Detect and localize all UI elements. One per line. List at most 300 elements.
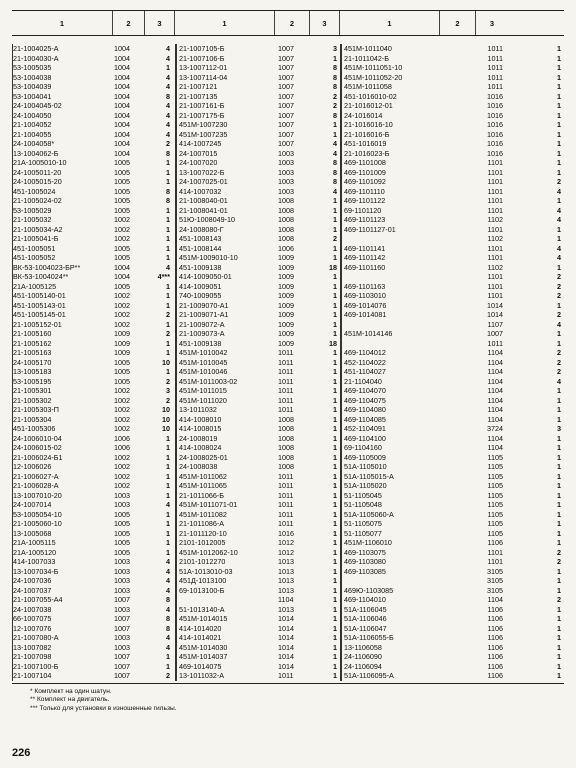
table-row — [176, 168, 340, 178]
quantity-cell: 1 — [557, 652, 561, 661]
part-number-cell: 451М-1014146 — [344, 329, 393, 338]
quantity-cell: 8 — [333, 110, 337, 120]
quantity-cell: 1 — [333, 424, 337, 433]
table-row — [341, 272, 564, 282]
table-row — [176, 301, 340, 311]
table-row — [12, 92, 175, 102]
table-row — [341, 282, 564, 292]
part-number-cell: 451М-1011051-10 — [344, 63, 403, 72]
table-row — [341, 73, 564, 83]
quantity-cell: 8 — [333, 177, 337, 186]
table-row — [12, 424, 175, 434]
quantity-cell: 2 — [166, 395, 170, 405]
group-number-cell: 1102 — [487, 234, 503, 243]
group-number-cell: 1014 — [278, 642, 294, 652]
part-number-cell: 451-1009138 — [179, 262, 222, 272]
table-row — [341, 120, 564, 130]
quantity-cell: 1 — [557, 395, 561, 405]
table-row — [176, 576, 340, 586]
quantity-cell: 1 — [166, 291, 170, 300]
group-number-cell: 1104 — [487, 357, 503, 367]
group-number-cell: 1005 — [114, 367, 130, 376]
table-row — [341, 206, 564, 216]
group-number-cell: 1009 — [278, 291, 294, 300]
group-number-cell: 1004 — [114, 262, 130, 272]
footnotes — [12, 688, 564, 714]
group-number-cell: 1009 — [114, 329, 130, 338]
quantity-cell: 1 — [166, 243, 170, 253]
part-number-cell: 469-1101123 — [344, 215, 386, 224]
quantity-cell: 8 — [166, 196, 170, 205]
part-number-cell: 21-1008041-01 — [179, 205, 228, 215]
table-row — [341, 348, 564, 358]
part-number-cell: 451-1008143 — [179, 234, 222, 243]
table-row — [12, 301, 175, 311]
table-row — [12, 82, 175, 92]
quantity-cell: 4 — [166, 262, 170, 272]
part-number-cell: 21-1007105-Б — [179, 44, 225, 53]
quantity-cell: 1 — [557, 633, 561, 642]
part-number-cell: 451М-1011065 — [179, 481, 227, 490]
part-number-cell: 451М-1007230 — [179, 120, 228, 129]
quantity-cell: 1 — [333, 300, 337, 310]
group-number-cell: 1004 — [114, 72, 130, 82]
group-number-cell: 1014 — [278, 661, 294, 671]
part-number-cell: 24-1004050 — [13, 110, 52, 120]
table-row — [176, 643, 340, 653]
group-number-cell: 1004 — [114, 63, 130, 72]
table-row — [176, 586, 340, 596]
group-number-cell: 1011 — [278, 671, 294, 680]
group-number-cell: 1007 — [278, 91, 294, 101]
group-number-cell: 1012 — [278, 547, 294, 557]
part-number-cell: 69-1101120 — [344, 205, 382, 215]
part-number-cell: 51А-1106095-А — [344, 671, 394, 680]
part-number-cell: 24-1106090 — [344, 652, 382, 661]
group-number-cell: 1009 — [278, 281, 294, 291]
group-number-cell: 1004 — [114, 44, 130, 53]
part-number-cell: 21-1009070-А1 — [179, 300, 229, 310]
table-row — [341, 63, 564, 73]
group-number-cell: 1016 — [487, 110, 503, 120]
table-row — [12, 263, 175, 273]
quantity-cell: 4 — [166, 500, 170, 509]
part-number-cell: 469-1101142 — [344, 253, 386, 262]
part-number-cell: 51-1013140-А — [179, 604, 225, 614]
quantity-cell: 1 — [333, 538, 337, 547]
quantity-cell: 4 — [557, 376, 561, 386]
parts-column-1 — [12, 44, 175, 681]
table-row — [176, 510, 340, 520]
part-number-cell: 451М-1011020 — [179, 395, 227, 405]
part-number-cell: 21-1006024-Б1 — [13, 452, 63, 462]
part-number-cell: 451М-1011040 — [344, 44, 392, 53]
part-number-cell: 13-1106058 — [344, 642, 382, 652]
quantity-cell: 2 — [166, 310, 170, 319]
group-number-cell: 1005 — [114, 186, 130, 196]
group-number-cell: 1004 — [114, 53, 130, 63]
quantity-cell: 1 — [333, 557, 337, 566]
quantity-cell: 1 — [333, 585, 337, 595]
table-row — [12, 158, 175, 168]
table-row — [341, 595, 564, 605]
table-row — [176, 557, 340, 567]
part-number-cell: 451М-1011071-01 — [179, 500, 238, 509]
table-row — [12, 481, 175, 491]
part-number-cell: 451М-1014015 — [179, 614, 228, 623]
part-number-cell: 13-1005068 — [13, 528, 52, 538]
group-number-cell: 1011 — [278, 395, 294, 405]
group-number-cell: 1106 — [487, 614, 503, 623]
table-row — [12, 139, 175, 149]
part-number-cell: 21-1007080-А — [13, 633, 59, 642]
quantity-cell: 1 — [333, 253, 337, 262]
part-number-cell: 451М-1007235 — [179, 129, 228, 139]
table-row — [341, 291, 564, 301]
footnote-1: * Комплект на один шатун. — [30, 687, 112, 695]
group-number-cell: 1002 — [114, 386, 130, 395]
table-row — [12, 605, 175, 615]
group-number-cell: 1004 — [114, 91, 130, 101]
group-number-cell: 1007 — [114, 652, 130, 661]
group-number-cell: 1008 — [278, 433, 294, 443]
quantity-cell: 1 — [333, 224, 337, 234]
table-row — [176, 671, 340, 681]
part-number-cell: 469-1103080 — [344, 557, 386, 566]
quantity-cell: 1 — [166, 224, 170, 234]
group-number-cell: 1008 — [278, 452, 294, 462]
part-number-cell: 53-1004038 — [13, 72, 52, 82]
quantity-cell: 3 — [557, 424, 561, 433]
table-row — [176, 481, 340, 491]
group-number-cell: 1005 — [114, 177, 130, 186]
table-row — [341, 586, 564, 596]
table-row — [176, 111, 340, 121]
table-row — [341, 557, 564, 567]
group-number-cell: 1105 — [487, 528, 503, 538]
quantity-cell: 1 — [557, 338, 561, 348]
quantity-cell: 1 — [557, 528, 561, 538]
part-number-cell: ВК-53-1004024** — [13, 272, 69, 281]
table-row — [341, 386, 564, 396]
table-row — [341, 234, 564, 244]
group-number-cell: 1105 — [487, 452, 503, 462]
group-number-cell: 1104 — [487, 414, 503, 424]
group-number-cell: 1003 — [114, 633, 130, 642]
quantity-cell: 18 — [329, 262, 337, 272]
part-number-cell: 13-1007114-04 — [179, 72, 228, 82]
quantity-cell: 3 — [333, 44, 337, 53]
quantity-cell: 1 — [333, 310, 337, 319]
table-row — [176, 320, 340, 330]
table-row — [176, 206, 340, 216]
part-number-cell: 469-1104010 — [344, 595, 386, 604]
table-row — [341, 633, 564, 643]
table-row — [176, 339, 340, 349]
part-number-cell: 469-1104075 — [344, 395, 386, 405]
group-number-cell: 1008 — [278, 424, 294, 433]
table-row — [12, 557, 175, 567]
group-number-cell: 1002 — [114, 310, 130, 319]
quantity-cell: 1 — [333, 500, 337, 509]
quantity-cell: 1 — [166, 338, 170, 348]
table-row — [176, 92, 340, 102]
part-number-cell: 21-1007098 — [13, 652, 52, 661]
table-row — [341, 396, 564, 406]
header-cell: 2 — [274, 11, 309, 35]
part-number-cell: 51-1105077 — [344, 528, 382, 538]
quantity-cell: 2 — [557, 348, 561, 357]
group-number-cell: 1005 — [114, 519, 130, 528]
part-number-cell: 452-1104091 — [344, 424, 386, 433]
table-row — [176, 396, 340, 406]
group-number-cell: 1104 — [487, 443, 503, 452]
group-number-cell: 1003 — [114, 566, 130, 576]
table-row — [341, 92, 564, 102]
group-number-cell: 1007 — [278, 72, 294, 82]
group-number-cell: 1101 — [487, 547, 503, 557]
part-number-cell: 451-1008144 — [179, 243, 222, 253]
part-number-cell: 51А-1106055-Б — [344, 633, 394, 642]
quantity-cell: 1 — [333, 652, 337, 661]
quantity-cell: 4 — [166, 53, 170, 63]
part-number-cell: 451М-1010046 — [179, 367, 228, 376]
quantity-cell: 2 — [557, 367, 561, 376]
group-number-cell: 1002 — [114, 234, 130, 243]
quantity-cell: 1 — [557, 101, 561, 110]
quantity-cell: 1 — [557, 234, 561, 243]
quantity-cell: 1 — [557, 443, 561, 452]
table-row — [176, 282, 340, 292]
table-row — [12, 101, 175, 111]
quantity-cell: 1 — [333, 205, 337, 215]
part-number-cell: 51А-1105060-А — [344, 509, 394, 519]
group-number-cell: 1003 — [114, 604, 130, 614]
part-number-cell: 469-1101122 — [344, 196, 386, 205]
quantity-cell: 1 — [333, 623, 337, 633]
quantity-cell: 1 — [166, 538, 170, 547]
part-number-cell: 21-1006028-А — [13, 481, 59, 490]
group-number-cell: 1104 — [487, 395, 503, 405]
part-number-cell: 13-1004062-Б — [13, 148, 59, 158]
group-number-cell: 1013 — [278, 585, 294, 595]
quantity-cell: 1 — [557, 300, 561, 310]
quantity-cell: 1 — [333, 386, 337, 395]
group-number-cell: 1016 — [487, 129, 503, 139]
group-number-cell: 1002 — [114, 471, 130, 481]
table-row — [12, 272, 175, 282]
part-number-cell: 740-1009055 — [179, 291, 222, 300]
group-number-cell: 1013 — [278, 604, 294, 614]
group-number-cell: 1101 — [487, 224, 503, 234]
table-row — [341, 339, 564, 349]
quantity-cell: 1 — [557, 585, 561, 595]
quantity-cell: 1 — [166, 652, 170, 661]
part-number-cell: 69-1104160 — [344, 443, 382, 452]
group-number-cell: 1004 — [114, 110, 130, 120]
quantity-cell: 10 — [162, 424, 170, 433]
group-number-cell: 1003 — [278, 167, 294, 177]
group-number-cell: 1002 — [114, 215, 130, 224]
quantity-cell: 1 — [166, 234, 170, 243]
group-number-cell: 1104 — [487, 348, 503, 357]
part-number-cell: 21А-1005010-10 — [13, 158, 67, 167]
part-number-cell: 51А-1105020 — [344, 481, 387, 490]
group-number-cell: 1005 — [114, 376, 130, 386]
group-number-cell: 1016 — [487, 139, 503, 148]
group-number-cell: 1005 — [114, 253, 130, 262]
table-row — [176, 291, 340, 301]
group-number-cell: 1011 — [278, 386, 294, 395]
group-number-cell: 1013 — [278, 566, 294, 576]
quantity-cell: 1 — [333, 595, 337, 604]
part-number-cell: 51-1105075 — [344, 519, 382, 528]
table-row — [176, 149, 340, 159]
quantity-cell: 1 — [333, 414, 337, 424]
table-row — [12, 643, 175, 653]
part-number-cell: 451-1016019 — [344, 139, 387, 148]
quantity-cell: 4 — [166, 604, 170, 614]
table-row — [341, 101, 564, 111]
table-row — [341, 538, 564, 548]
quantity-cell: 1 — [333, 196, 337, 205]
part-number-cell: 21-1005060-10 — [13, 519, 62, 528]
table-row — [176, 529, 340, 539]
part-number-cell: 21-1011042-Б — [344, 53, 389, 63]
table-row — [12, 168, 175, 178]
table-row — [12, 234, 175, 244]
quantity-cell: 1 — [333, 348, 337, 357]
group-number-cell: 1002 — [114, 462, 130, 471]
group-number-cell: 1007 — [114, 595, 130, 604]
table-row — [176, 595, 340, 605]
part-number-cell: 24-1004058* — [13, 139, 55, 148]
quantity-cell: 1 — [557, 63, 561, 72]
table-row — [341, 576, 564, 586]
group-number-cell: 1106 — [487, 604, 503, 614]
quantity-cell: 1 — [166, 661, 170, 671]
quantity-cell: 1 — [333, 547, 337, 557]
group-number-cell: 1007 — [278, 53, 294, 63]
table-row — [12, 44, 175, 54]
part-number-cell: 451-1016010-02 — [344, 91, 397, 101]
table-row — [176, 177, 340, 187]
table-row — [341, 671, 564, 681]
table-row — [176, 605, 340, 615]
part-number-cell: 414-1014021 — [179, 633, 222, 642]
quantity-cell: 1 — [557, 158, 561, 167]
part-number-cell: 414-1007032 — [179, 186, 222, 196]
quantity-cell: 1 — [166, 367, 170, 376]
parts-table-body — [12, 44, 564, 681]
quantity-cell: 8 — [166, 595, 170, 604]
group-number-cell: 1011 — [278, 500, 294, 509]
catalog-page — [12, 10, 564, 713]
group-number-cell: 1007 — [278, 139, 294, 148]
part-number-cell: 21-1007175-Б — [179, 110, 225, 120]
part-number-cell: 451-1005143-01 — [13, 300, 66, 310]
quantity-cell: 1 — [333, 462, 337, 471]
group-number-cell: 1011 — [487, 53, 503, 63]
part-number-cell: 53-1005029 — [13, 205, 52, 215]
group-number-cell: 1101 — [487, 196, 503, 205]
group-number-cell: 1007 — [278, 101, 294, 110]
table-row — [341, 253, 564, 263]
group-number-cell: 3105 — [487, 566, 503, 576]
quantity-cell: 4 — [557, 215, 561, 224]
part-number-cell: 13-1005183 — [13, 367, 52, 376]
table-row — [12, 367, 175, 377]
table-row — [341, 301, 564, 311]
group-number-cell: 1005 — [114, 196, 130, 205]
part-number-cell: 469-1014075 — [179, 661, 222, 671]
part-number-cell: 24-1007015 — [179, 148, 218, 158]
part-number-cell: 21-1009073-А — [179, 329, 225, 338]
group-number-cell: 1011 — [487, 72, 503, 82]
group-number-cell: 1104 — [487, 405, 503, 414]
part-number-cell — [341, 272, 465, 282]
quantity-cell: 8 — [166, 148, 170, 158]
part-number-cell: 21-1007135 — [179, 91, 218, 101]
group-number-cell: 1011 — [487, 63, 503, 72]
table-row — [341, 215, 564, 225]
part-number-cell: 21-1005041-Б — [13, 234, 59, 243]
group-number-cell: 1011 — [278, 405, 294, 414]
table-row — [12, 329, 175, 339]
quantity-cell: 8 — [166, 186, 170, 196]
group-number-cell: 1004 — [114, 272, 130, 281]
table-row — [176, 329, 340, 339]
table-row — [12, 519, 175, 529]
group-number-cell: 1008 — [278, 224, 294, 234]
table-row — [12, 310, 175, 320]
part-number-cell: 21-1007121 — [179, 82, 218, 91]
table-row — [176, 443, 340, 453]
part-number-cell: 53-1005195 — [13, 376, 52, 386]
part-number-cell: 451М-1009010-10 — [179, 253, 238, 262]
group-number-cell: 3105 — [487, 576, 503, 585]
table-row — [12, 538, 175, 548]
group-number-cell: 1106 — [487, 642, 503, 652]
table-row — [176, 367, 340, 377]
table-row — [341, 443, 564, 453]
group-number-cell: 1105 — [487, 500, 503, 509]
group-number-cell: 1007 — [278, 110, 294, 120]
table-row — [12, 652, 175, 662]
group-number-cell: 1007 — [114, 623, 130, 633]
part-number-cell: 51А-1013010-03 — [179, 566, 233, 576]
group-number-cell: 1104 — [487, 367, 503, 376]
quantity-cell: 4 — [557, 253, 561, 262]
group-number-cell: 1004 — [114, 101, 130, 110]
table-row — [12, 548, 175, 558]
group-number-cell: 1005 — [114, 158, 130, 167]
part-number-cell: 21-1007161-Б — [179, 101, 225, 110]
table-row — [176, 263, 340, 273]
quantity-cell: 1 — [333, 528, 337, 538]
quantity-cell: 1 — [333, 120, 337, 129]
quantity-cell: 1 — [333, 576, 337, 585]
group-number-cell: 1003 — [114, 490, 130, 500]
quantity-cell: 1 — [557, 642, 561, 652]
group-number-cell: 1014 — [487, 310, 503, 319]
part-number-cell: 21-1005152-01 — [13, 319, 62, 329]
quantity-cell: 1 — [557, 481, 561, 490]
group-number-cell: 1005 — [114, 538, 130, 547]
quantity-cell: 2 — [166, 139, 170, 148]
group-number-cell: 1016 — [487, 120, 503, 129]
quantity-cell: 1 — [557, 72, 561, 82]
